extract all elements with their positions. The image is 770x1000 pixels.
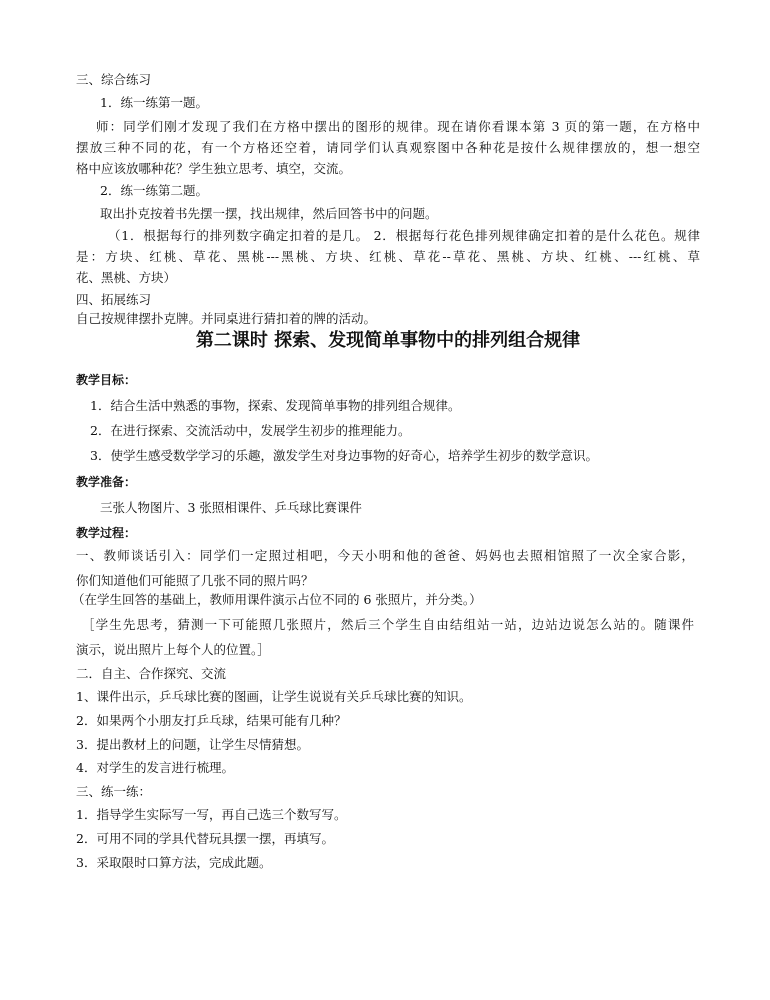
prep-line: 三张人物图片、3 张照相课件、乒乓球比赛课件 xyxy=(100,500,362,515)
practice-heading: 三、练一练： xyxy=(76,784,152,799)
goals-heading: 教学目标： xyxy=(76,373,137,387)
explore-heading: 二．自主、合作探究、交流 xyxy=(76,666,227,681)
practice-item-1: 1．指导学生实际写一写，再自己选三个数写写。 xyxy=(76,807,347,822)
prep-heading: 教学准备： xyxy=(76,475,137,489)
cards-line: 取出扑克按着书先摆一摆，找出规律，然后回答书中的问题。 xyxy=(100,206,438,221)
practice-item-3: 3．采取限时口算方法，完成此题。 xyxy=(76,855,272,870)
heading-extend: 四、拓展练习 xyxy=(76,292,152,307)
exercise-item-2: 2．练一练第二题。 xyxy=(100,183,208,198)
lesson-title: 第二课时 探索、发现简单事物中的排列组合规律 xyxy=(195,330,581,351)
process-heading: 教学过程： xyxy=(76,526,137,540)
think-line-2: 演示，说出照片上每个人的位置。］ xyxy=(76,642,270,657)
intro-line-1: 一、教师谈话引入：同学们一定照过相吧，今天小明和他的爸爸、妈妈也去照相馆照了一次全家合影， xyxy=(76,548,694,563)
rule-line-2: 是：方块、红桃、草花、黑桃---黑桃、方块、红桃、草花--草花、黑桃、方块、红桃、---红桃、草 xyxy=(76,249,700,264)
teacher-line-3: 格中应该放哪种花？学生独立思考、填空，交流。 xyxy=(76,161,352,176)
exercise-item-1: 1．练一练第一题。 xyxy=(100,95,208,110)
goal-1: 1．结合生活中熟悉的事物，探索、发现简单事物的排列组合规律。 xyxy=(90,398,461,413)
rule-line-1: （1．根据每行的排列数字确定扣着的是几。 2．根据每行花色排列规律确定扣着的是什么花色。规律 xyxy=(108,228,700,243)
goal-3: 3．使学生感受数学学习的乐趣，激发学生对身边事物的好奇心，培养学生初步的数学意识。 xyxy=(90,448,598,463)
teacher-line-1: 师：同学们刚才发现了我们在方格中摆出的图形的规律。现在请你看课本第 3 页的第一题，在方格中 xyxy=(96,119,700,134)
rule-line-3: 花、黑桃、方块） xyxy=(76,270,177,285)
extend-line: 自己按规律摆扑克牌。并同桌进行猜扣着的牌的活动。 xyxy=(76,311,377,326)
explore-item-1: 1、课件出示，乒乓球比赛的图画，让学生说说有关乒乓球比赛的知识。 xyxy=(76,689,472,704)
goal-2: 2．在进行探索、交流活动中，发展学生初步的推理能力。 xyxy=(90,423,411,438)
heading-review: 三、综合练习 xyxy=(76,72,152,87)
intro-line-2: 你们知道他们可能照了几张不同的照片吗？ xyxy=(76,573,314,588)
teacher-line-2: 摆放三种不同的花，有一个方格还空着，请同学们认真观察图中各种花是按什么规律摆放的，想一想空 xyxy=(76,140,700,155)
explore-item-3: 3．提出教材上的问题，让学生尽情猜想。 xyxy=(76,737,309,752)
practice-item-2: 2．可用不同的学具代替玩具摆一摆，再填写。 xyxy=(76,831,334,846)
explore-item-2: 2．如果两个小朋友打乒乓球，结果可能有几种？ xyxy=(76,713,347,728)
explore-item-4: 4．对学生的发言进行梳理。 xyxy=(76,760,234,775)
intro-line-3: （在学生回答的基础上，教师用课件演示占位不同的 6 张照片，并分类。） xyxy=(72,592,482,607)
think-line-1: ［学生先思考，猜测一下可能照几张照片，然后三个学生自由结组站一站，边站边说怎么站的。随课件 xyxy=(82,617,694,632)
